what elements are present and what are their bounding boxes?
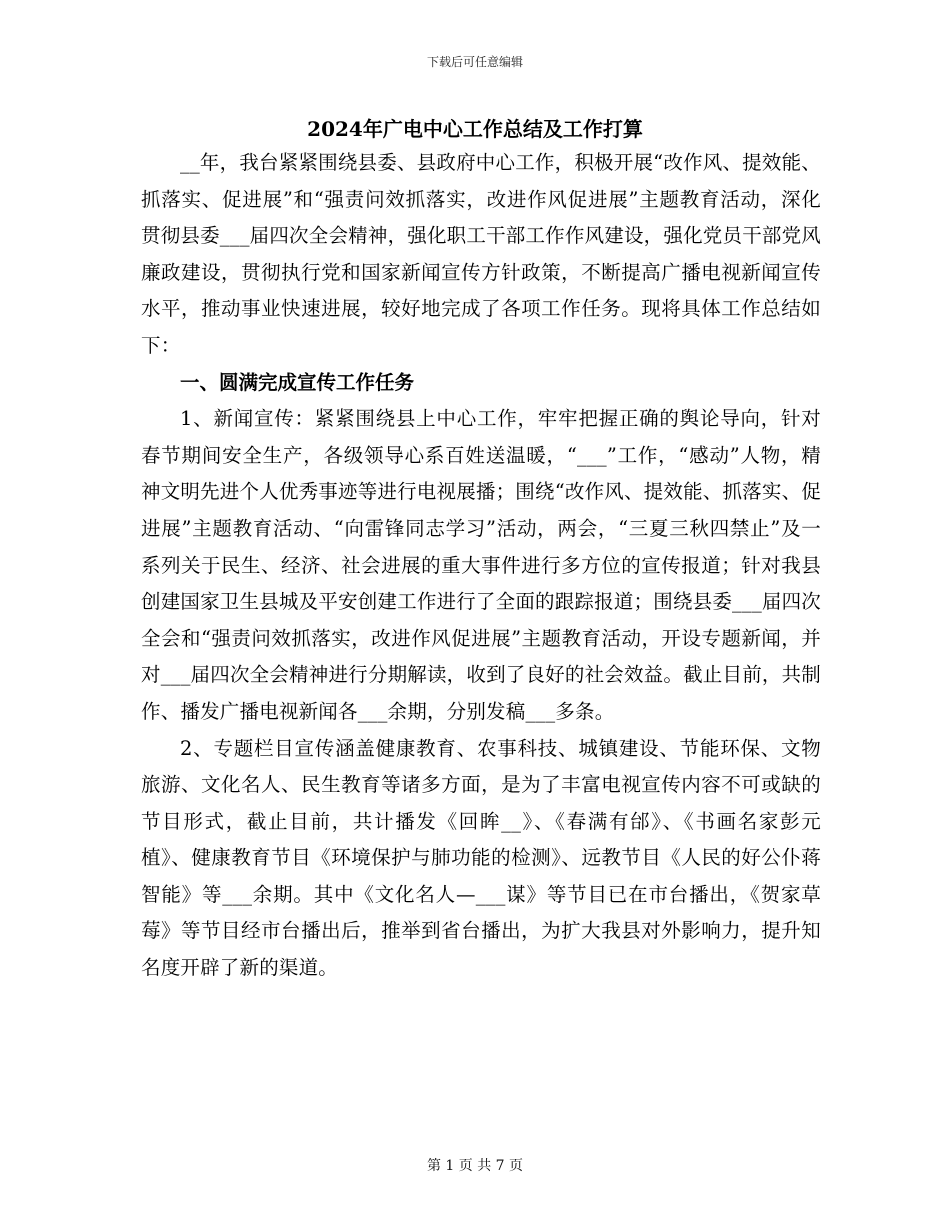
- page-number: 第 1 页 共 7 页: [426, 1158, 524, 1174]
- document-body: [141, 145, 821, 987]
- intro-paragraph: __年，我台紧紧围绕县委、县政府中心工作，积极开展“改作风、提效能、抓落实、促进展”和“强责问效抓落实，改进作风促进展”主题教育活动，深化贯彻县委___届四次全会精神，强化职工干部工作作风建设，强化党员干部党风廉政建设，贯彻执行党和国家新闻宣传方针政策，不断提高广播电视新闻宣传水平，推动事业快速进展，较好地完成了各项工作任务。现将具体工作总结如下：: [141, 151, 821, 357]
- page-header-note: 下载后可任意编辑: [426, 55, 523, 69]
- document-title: 2024年广电中心工作总结及工作打算: [307, 117, 643, 141]
- section-heading: 一、圆满完成宣传工作任务: [180, 370, 415, 394]
- program-paragraph: 2、专题栏目宣传涵盖健康教育、农事科技、城镇建设、节能环保、文物旅游、文化名人、民生教育等诸多方面，是为了丰富电视宣传内容不可或缺的节目形式，截止目前，共计播发《回眸__》、《春满有邰》、《书画名家彭元植》、健康教育节目《环境保护与肺功能的检测》、远教节目《人民的好公仆蒋智能》等___余期。其中《文化名人—___谋》等节目已在市台播出，《贺家草莓》等节目经市台播出后，推举到省台播出，为扩大我县对外影响力，提升知名度开辟了新的渠道。: [141, 736, 821, 980]
- news-paragraph: 1、新闻宣传：紧紧围绕县上中心工作，牢牢把握正确的舆论导向，针对春节期间安全生产，各级领导心系百姓送温暖，“___”工作，“感动”人物，精神文明先进个人优秀事迹等进行电视展播；围绕“改作风、提效能、抓落实、促进展”主题教育活动、“向雷锋同志学习”活动，两会，“三夏三秋四禁止”及一系列关于民生、经济、社会进展的重大事件进行多方位的宣传报道；针对我县创建国家卫生县城及平安创建工作进行了全面的跟踪报道；围绕县委___届四次全会和“强责问效抓落实，改进作风促进展”主题教育活动，开设专题新闻，并对___届四次全会精神进行分期解读，收到了良好的社会效益。截止目前，共制作、播发广播电视新闻各___余期，分别发稿___多条。: [141, 407, 821, 723]
